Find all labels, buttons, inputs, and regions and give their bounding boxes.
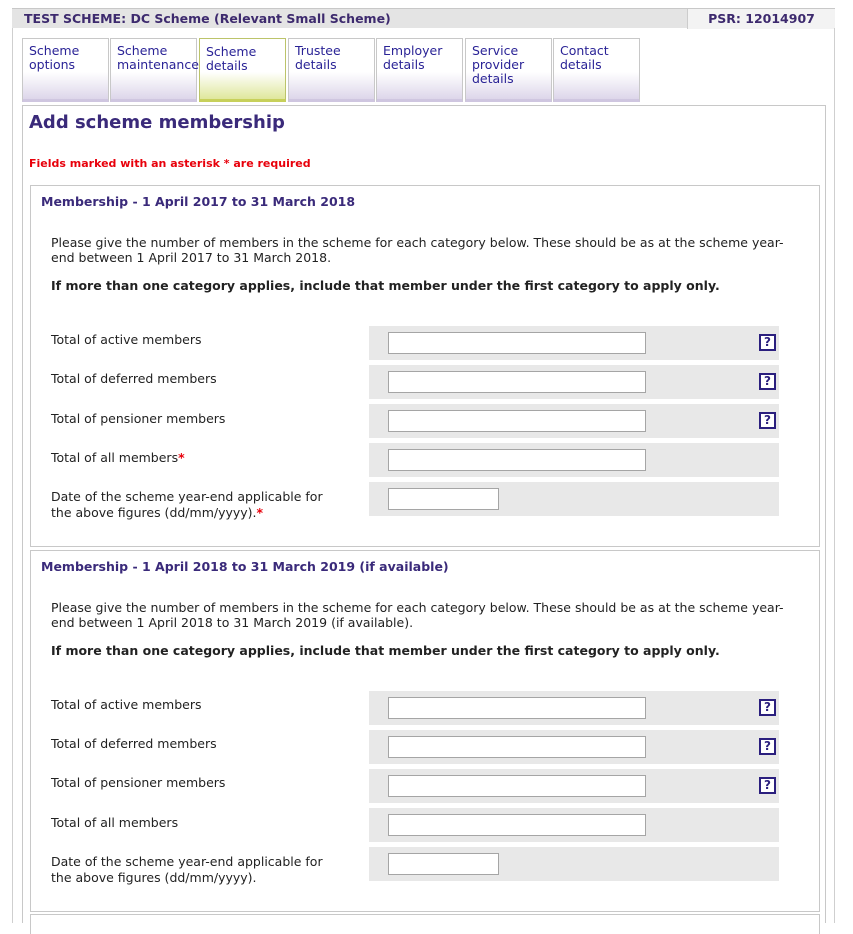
- tab-label: maintenance: [117, 57, 199, 72]
- total-members-label: [51, 450, 351, 466]
- pensioner-members-label: Total of pensioner members: [51, 775, 226, 790]
- required-asterisk: *: [256, 505, 264, 520]
- help-icon[interactable]: ?: [759, 373, 776, 390]
- year-end-date-row: [369, 847, 779, 881]
- tab-label: Scheme: [206, 44, 257, 59]
- date-label-line: Date of the scheme year-end applicable for: [51, 854, 323, 869]
- tab-label: details: [206, 58, 248, 73]
- next-section-edge: [30, 914, 820, 934]
- pensioner-members-row: [369, 769, 779, 803]
- tab-scheme-maintenance[interactable]: [110, 38, 197, 102]
- main-panel: [22, 105, 826, 923]
- date-label-line: Date of the scheme year-end applicable for: [51, 489, 323, 504]
- year-end-date-row: [369, 482, 779, 516]
- tab-label: Scheme: [29, 43, 80, 58]
- tab-label: details: [383, 57, 425, 72]
- pensioner-members-input[interactable]: [388, 410, 646, 432]
- date-label-line: the above figures (dd/mm/yyyy).: [51, 870, 257, 885]
- tab-service-provider-details[interactable]: [465, 38, 552, 102]
- tab-scheme-details[interactable]: [199, 38, 286, 102]
- section-instruction: If more than one category applies, include that member under the first category to apply only.: [51, 278, 720, 293]
- active-members-input[interactable]: [388, 332, 646, 354]
- section-intro: Please give the number of members in the scheme for each category below. These should be as at the scheme year-end between 1 April 2018 to 31 March 2019 (if available).: [51, 600, 784, 630]
- deferred-members-input[interactable]: [388, 371, 646, 393]
- header-bar: [12, 8, 835, 28]
- membership-section-2017: [30, 185, 820, 547]
- tab-label: details: [472, 71, 514, 86]
- total-members-label: Total of all members: [51, 815, 179, 830]
- deferred-members-label: Total of deferred members: [51, 736, 217, 751]
- active-members-row: [369, 326, 779, 360]
- help-icon[interactable]: ?: [759, 699, 776, 716]
- active-members-label: Total of active members: [51, 697, 202, 712]
- year-end-date-input[interactable]: [388, 488, 499, 510]
- pensioner-members-row: [369, 404, 779, 438]
- tab-trustee-details[interactable]: [288, 38, 375, 102]
- membership-section-2018: [30, 550, 820, 912]
- help-icon[interactable]: ?: [759, 412, 776, 429]
- tab-label: Trustee: [295, 43, 341, 58]
- help-icon[interactable]: ?: [759, 738, 776, 755]
- help-icon[interactable]: ?: [759, 334, 776, 351]
- section-title: Membership - 1 April 2018 to 31 March 2019 (if available): [41, 559, 449, 574]
- tab-label: provider: [472, 57, 525, 72]
- year-end-date-label: [51, 854, 351, 886]
- tab-contact-details[interactable]: [553, 38, 640, 102]
- pensioner-members-label: Total of pensioner members: [51, 411, 226, 426]
- year-end-date-input[interactable]: [388, 853, 499, 875]
- tab-label: Service: [472, 43, 519, 58]
- tab-label: options: [29, 57, 76, 72]
- deferred-members-label: Total of deferred members: [51, 371, 217, 386]
- deferred-members-row: [369, 730, 779, 764]
- tab-label: details: [295, 57, 337, 72]
- deferred-members-input[interactable]: [388, 736, 646, 758]
- year-end-date-label: [51, 489, 351, 521]
- deferred-members-row: [369, 365, 779, 399]
- section-instruction: If more than one category applies, include that member under the first category to apply only.: [51, 643, 720, 658]
- section-intro: Please give the number of members in the scheme for each category below. These should be as at the scheme year-end between 1 April 2017 to 31 March 2018.: [51, 235, 784, 265]
- tab-label: details: [560, 57, 602, 72]
- pensioner-members-input[interactable]: [388, 775, 646, 797]
- tab-label: Employer: [383, 43, 443, 58]
- active-members-input[interactable]: [388, 697, 646, 719]
- page-title: Add scheme membership: [29, 112, 285, 133]
- tab-scheme-options[interactable]: [22, 38, 109, 102]
- help-icon[interactable]: ?: [759, 777, 776, 794]
- date-label-line: the above figures (dd/mm/yyyy).: [51, 505, 257, 520]
- total-members-text: Total of all members: [51, 450, 179, 465]
- total-members-input[interactable]: [388, 814, 646, 836]
- scheme-title: TEST SCHEME: DC Scheme (Relevant Small Scheme): [24, 11, 391, 26]
- active-members-label: Total of active members: [51, 332, 202, 347]
- left-border: [12, 28, 13, 923]
- tab-employer-details[interactable]: [376, 38, 463, 102]
- total-members-row: [369, 808, 779, 842]
- tab-label: Contact: [560, 43, 609, 58]
- psr-number: PSR: 12014907: [687, 9, 835, 29]
- right-border: [834, 28, 835, 923]
- section-title: Membership - 1 April 2017 to 31 March 2018: [41, 194, 356, 209]
- tab-label: Scheme: [117, 43, 168, 58]
- active-members-row: [369, 691, 779, 725]
- total-members-row: [369, 443, 779, 477]
- required-asterisk: *: [178, 450, 185, 465]
- total-members-input[interactable]: [388, 449, 646, 471]
- required-fields-note: Fields marked with an asterisk * are required: [29, 157, 311, 170]
